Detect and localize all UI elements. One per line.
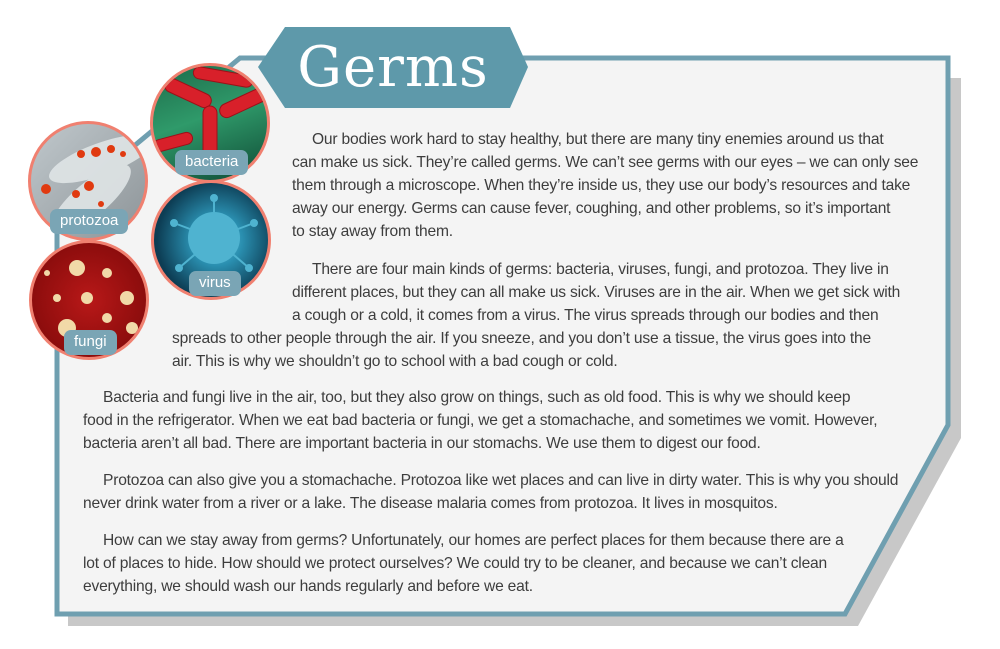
paragraph-4-line: Protozoa can also give you a stomachache. Protozoa like wet places and can live in dirty water. This is why you should bbox=[103, 472, 899, 489]
paragraph-5-line: How can we stay away from germs? Unfortunately, our homes are perfect places for them because there are a bbox=[103, 532, 844, 549]
paragraph-2-line: There are four main kinds of germs: bacteria, viruses, fungi, and protozoa. They live in bbox=[312, 261, 889, 278]
page-title: Germs bbox=[297, 35, 489, 100]
paragraph-2-line: a cough or a cold, it comes from a virus. The virus spreads through our bodies and then bbox=[292, 307, 879, 324]
paragraph-1-line: to stay away from them. bbox=[292, 223, 453, 240]
bacteria-label: bacteria bbox=[175, 150, 248, 175]
protozoa-label: protozoa bbox=[50, 209, 128, 234]
paragraph-2-line: different places, but they can all make us sick. Viruses are in the air. When we get sick with bbox=[292, 284, 901, 301]
paragraph-3-line: Bacteria and fungi live in the air, too, but they also grow on things, such as old food. This is why we should keep bbox=[103, 389, 851, 406]
virus-label: virus bbox=[189, 271, 241, 296]
paragraph-1-line: can make us sick. They’re called germs. We can’t see germs with our eyes – we can only see bbox=[292, 154, 919, 171]
paragraph-5-line: lot of places to hide. How should we protect ourselves? We could try to be cleaner, and because we can’t clean bbox=[83, 555, 827, 572]
paragraph-4-line: never drink water from a river or a lake. The disease malaria comes from protozoa. It lives in mosquitos. bbox=[83, 495, 778, 512]
paragraph-3-line: bacteria aren’t all bad. There are important bacteria in our stomachs. We use them to digest our food. bbox=[83, 435, 761, 452]
paragraph-2-line: spreads to other people through the air. If you sneeze, and you don’t use a tissue, the virus goes into the bbox=[172, 330, 871, 347]
paragraph-1-line: Our bodies work hard to stay healthy, but there are many tiny enemies around us that bbox=[312, 131, 884, 148]
fungi-label: fungi bbox=[64, 330, 117, 355]
paragraph-5-line: everything, we should wash our hands regularly and before we eat. bbox=[83, 578, 533, 595]
paragraph-3-line: food in the refrigerator. When we eat bad bacteria or fungi, we get a stomachache, and sometimes we vomit. However, bbox=[83, 412, 878, 429]
paragraph-1-line: them through a microscope. When they’re inside us, they use our body’s resources and take bbox=[292, 177, 911, 194]
paragraph-1-line: away our energy. Germs can cause fever, coughing, and other problems, so it’s important bbox=[292, 200, 891, 217]
paragraph-2-line: air. This is why we shouldn’t go to school with a bad cough or cold. bbox=[172, 353, 618, 370]
